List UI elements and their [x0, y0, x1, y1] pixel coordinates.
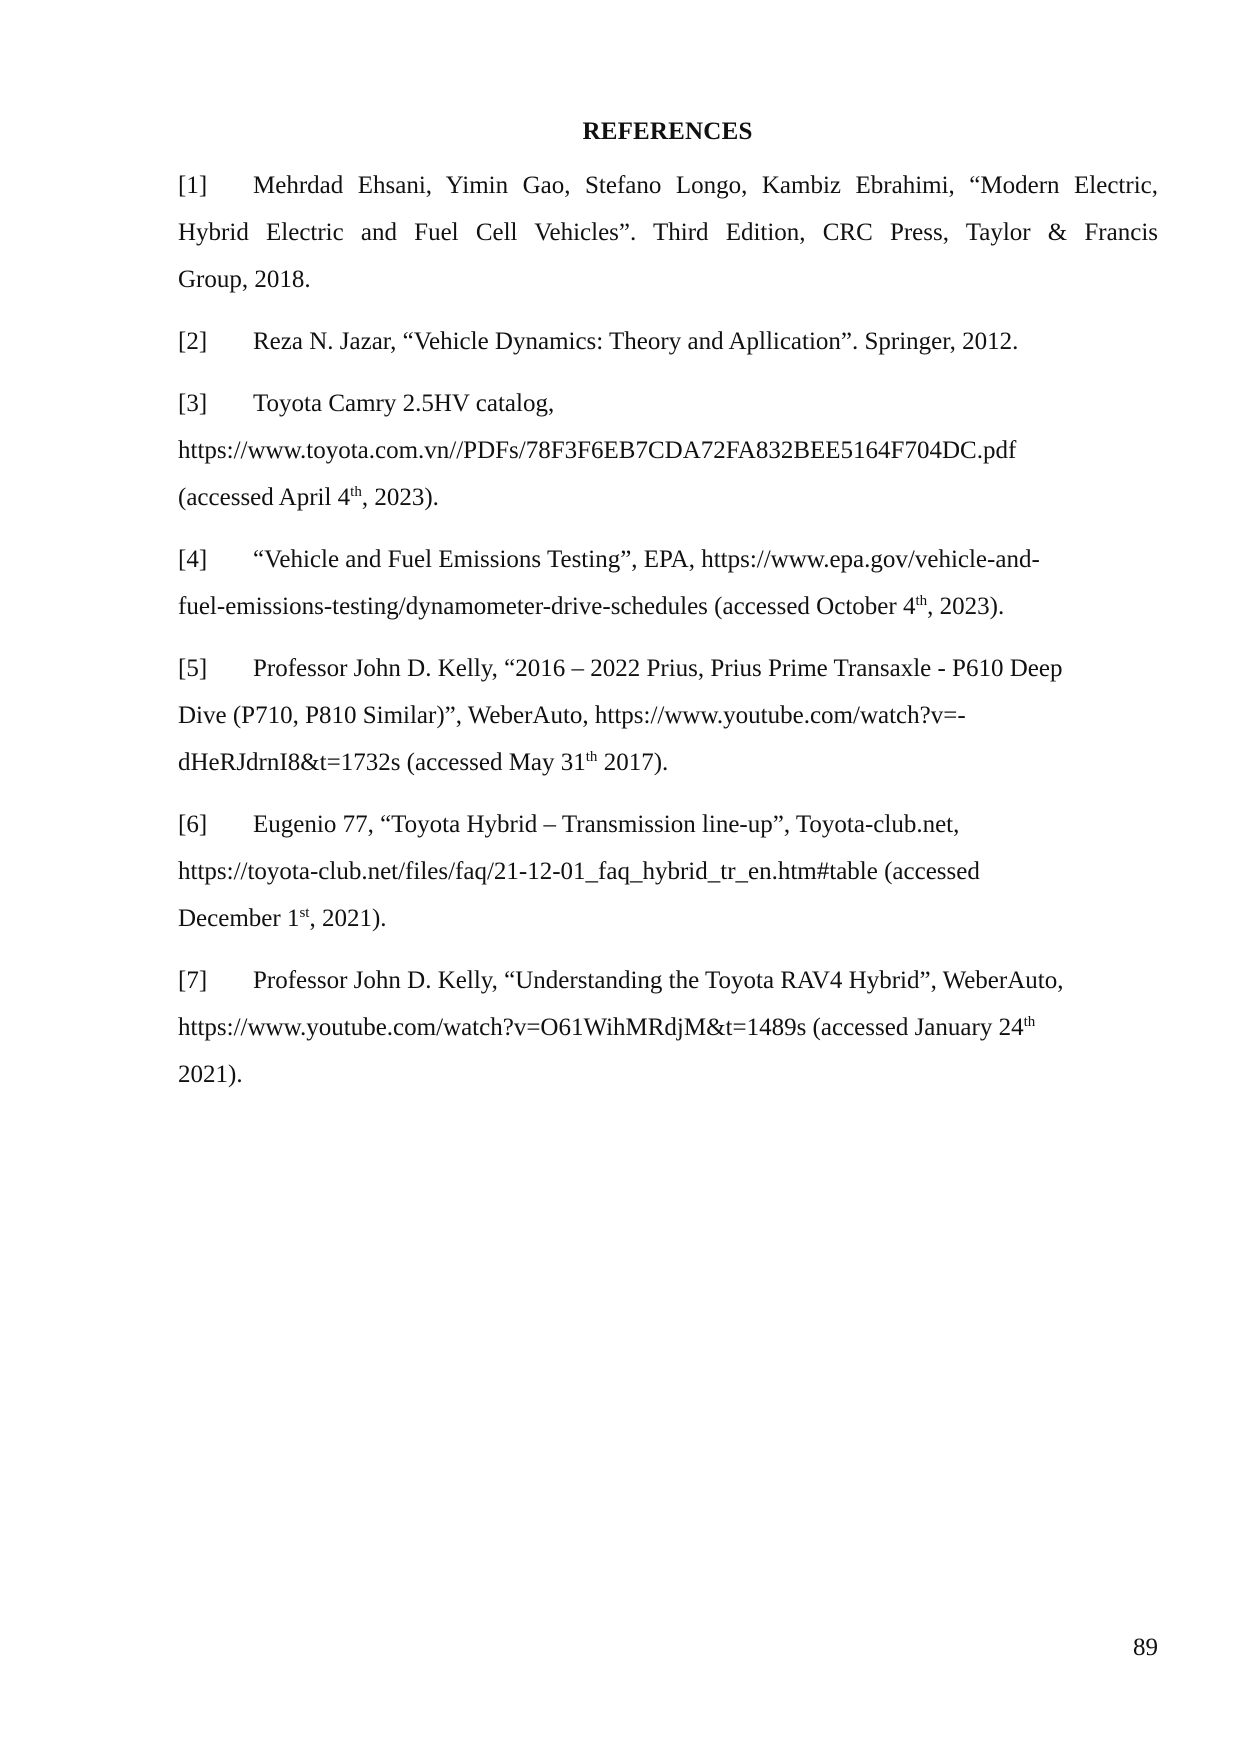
page-number: 89	[1133, 1634, 1158, 1661]
reference-text: Professor John D. Kelly, “Understanding the Toyota RAV4 Hybrid”, WeberAuto,	[253, 967, 1064, 994]
reference-item-3	[178, 380, 1158, 521]
reference-list	[178, 162, 1158, 1113]
reference-line	[178, 801, 1158, 848]
reference-line	[178, 957, 1158, 1004]
reference-number: [2]	[178, 328, 208, 355]
reference-number: [1]	[178, 172, 208, 199]
reference-text: December 1	[178, 905, 300, 932]
reference-item-7	[178, 957, 1158, 1098]
reference-number: [7]	[178, 967, 208, 994]
reference-item-1	[178, 162, 1158, 303]
reference-item-4	[178, 536, 1158, 630]
reference-line: Dive (P710, P810 Similar)”, WeberAuto, https://www.youtube.com/watch?v=-	[178, 702, 966, 729]
reference-text: Toyota Camry 2.5HV catalog,	[253, 390, 555, 417]
reference-line	[178, 536, 1158, 583]
reference-line	[178, 474, 1158, 521]
reference-line: Group, 2018.	[178, 266, 311, 293]
reference-line: Hybrid Electric and Fuel Cell Vehicles”. Third Edition, CRC Press, Taylor & Francis	[178, 219, 1158, 246]
reference-text: “Vehicle and Fuel Emissions Testing”, EPA, https://www.epa.gov/vehicle-and-	[253, 546, 1040, 573]
reference-line	[178, 583, 1158, 630]
reference-line	[178, 162, 1158, 209]
ordinal-suffix: st	[299, 905, 310, 921]
ordinal-suffix: th	[350, 484, 362, 500]
reference-text: 2017).	[597, 749, 669, 776]
reference-text: Reza N. Jazar, “Vehicle Dynamics: Theory and Apllication”. Springer, 2012.	[253, 328, 1019, 355]
reference-text: (accessed April 4	[178, 484, 351, 511]
reference-line: https://toyota-club.net/files/faq/21-12-01_faq_hybrid_tr_en.htm#table (accessed	[178, 858, 980, 885]
reference-line	[178, 1004, 1158, 1051]
reference-number: [3]	[178, 390, 208, 417]
reference-text: Mehrdad Ehsani, Yimin Gao, Stefano Longo, Kambiz Ebrahimi, “Modern Electric,	[253, 172, 1158, 199]
reference-line	[178, 895, 1158, 942]
ordinal-suffix: th	[585, 749, 598, 765]
reference-text: fuel-emissions-testing/dynamometer-drive-schedules (accessed October 4	[178, 593, 916, 620]
reference-line	[178, 645, 1158, 692]
reference-line	[178, 739, 1158, 786]
reference-number: [6]	[178, 811, 208, 838]
reference-text: https://www.youtube.com/watch?v=O61WihMRdjM&t=1489s (accessed January 24	[178, 1014, 1024, 1041]
ordinal-suffix: th	[915, 593, 928, 609]
reference-item-5	[178, 645, 1158, 786]
reference-item-2	[178, 318, 1158, 365]
reference-text: , 2023).	[361, 484, 439, 511]
reference-line	[178, 380, 1158, 427]
reference-text: Eugenio 77, “Toyota Hybrid – Transmission line-up”, Toyota-club.net,	[253, 811, 960, 838]
reference-text: Professor John D. Kelly, “2016 – 2022 Prius, Prius Prime Transaxle - P610 Deep	[253, 655, 1063, 682]
reference-item-6	[178, 801, 1158, 942]
ordinal-suffix: th	[1023, 1014, 1036, 1030]
reference-line	[178, 318, 1158, 365]
page-title: REFERENCES	[582, 118, 753, 145]
reference-number: [4]	[178, 546, 208, 573]
reference-number: [5]	[178, 655, 208, 682]
reference-line: 2021).	[178, 1061, 243, 1088]
reference-url: https://www.toyota.com.vn//PDFs/78F3F6EB7CDA72FA832BEE5164F704DC.pdf	[178, 437, 1017, 464]
reference-text: dHeRJdrnI8&t=1732s (accessed May 31	[178, 749, 586, 776]
reference-text: , 2021).	[309, 905, 387, 932]
reference-text: , 2023).	[927, 593, 1005, 620]
